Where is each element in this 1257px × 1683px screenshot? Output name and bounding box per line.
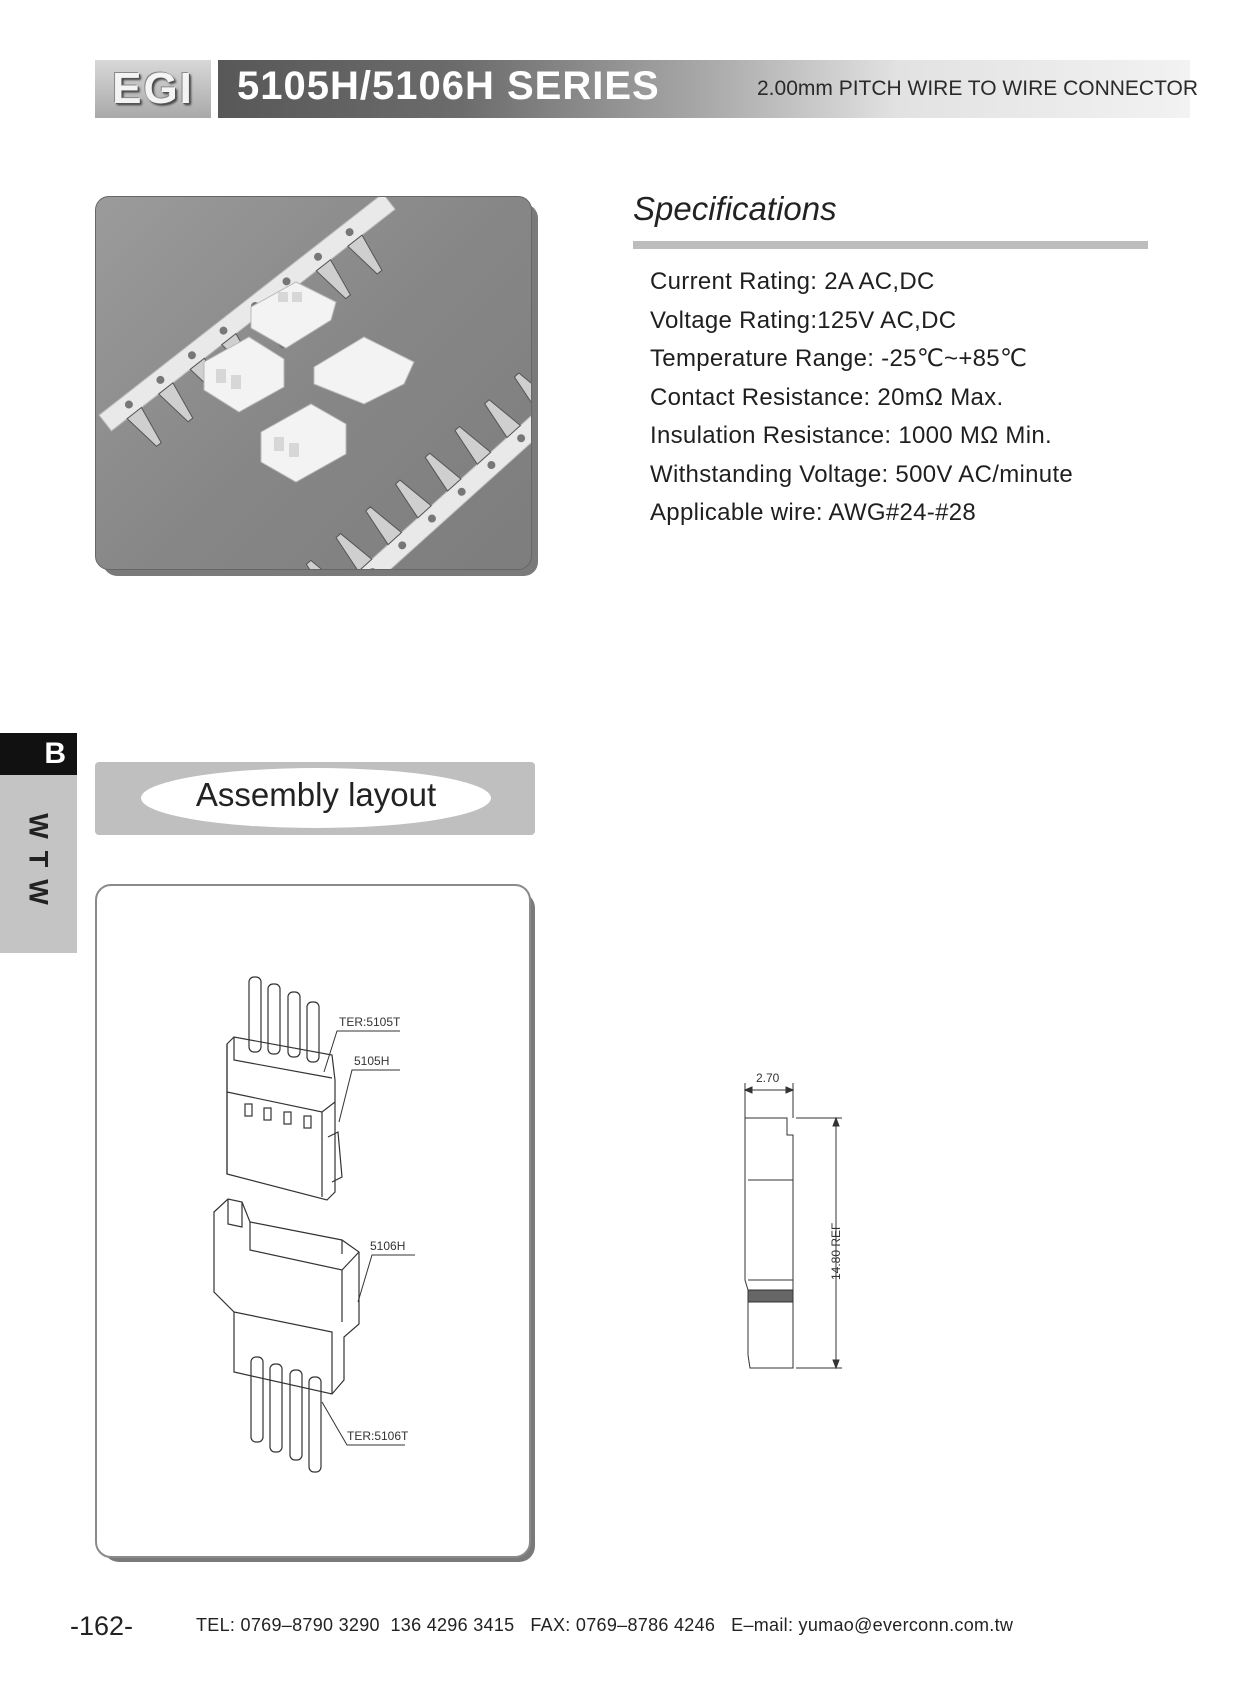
company-logo <box>95 60 211 118</box>
section-letter: B <box>44 737 66 770</box>
page-number: -162- <box>70 1611 134 1641</box>
spec-voltage-rating: Voltage Rating:125V AC,DC <box>650 306 957 334</box>
section-tab-label: WTW <box>23 813 54 917</box>
footer-contact: TEL: 0769–8790 3290 136 4296 3415 FAX: 0769–8786 4246 E–mail: yumao@everconn.com.tw <box>196 1615 1014 1635</box>
spec-contact-resistance: Contact Resistance: 20mΩ Max. <box>650 383 1004 411</box>
dimension-drawing <box>730 1065 850 1385</box>
label-5106h: 5106H <box>370 1239 406 1253</box>
label-5105h: 5105H <box>354 1054 390 1068</box>
series-subtitle: 2.00mm PITCH WIRE TO WIRE CONNECTOR <box>757 77 1199 100</box>
label-ter-5106t: TER:5106T <box>347 1429 409 1443</box>
dimension-width: 2.70 <box>756 1071 780 1085</box>
spec-current-rating: Current Rating: 2A AC,DC <box>650 268 935 295</box>
section-tab-letter <box>0 733 77 775</box>
assembly-drawing <box>97 886 529 1556</box>
logo-text: EGI <box>112 64 194 113</box>
product-photo <box>95 196 532 570</box>
spec-temperature-range: Temperature Range: -25℃~+85℃ <box>650 345 1028 372</box>
specifications-rule <box>633 241 1148 249</box>
dimension-height: 14.80 REF <box>829 1222 843 1280</box>
spec-insulation-resistance: Insulation Resistance: 1000 MΩ Min. <box>650 422 1052 449</box>
specifications-list <box>650 263 1073 533</box>
assembly-title: Assembly layout <box>195 776 437 813</box>
spec-withstanding-voltage: Withstanding Voltage: 500V AC/minute <box>650 460 1074 488</box>
series-title: 5105H/5106H SERIES <box>237 64 660 108</box>
product-photo-illustration <box>96 197 531 569</box>
specifications-heading: Specifications <box>633 190 837 227</box>
spec-applicable-wire: Applicable wire: AWG#24-#28 <box>650 499 977 526</box>
label-ter-5105t: TER:5105T <box>339 1015 401 1029</box>
assembly-drawing-panel <box>95 884 531 1558</box>
